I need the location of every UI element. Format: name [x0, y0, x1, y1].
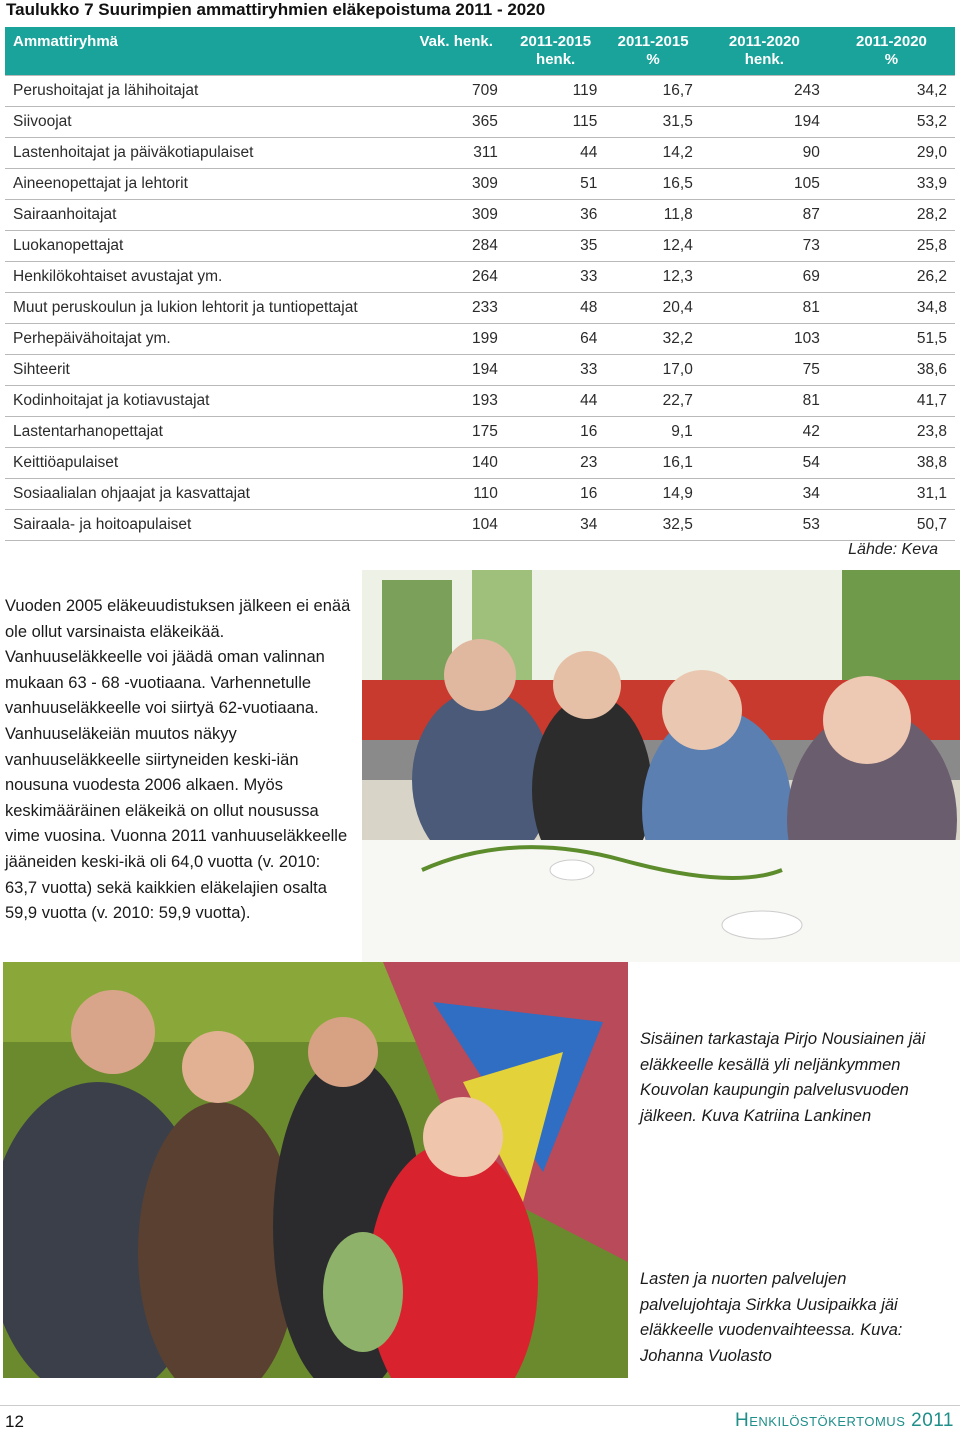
value-cell: 12,4: [662, 236, 693, 254]
value-cell: 48: [580, 298, 598, 316]
page-number: 12: [5, 1412, 24, 1431]
value-cell: 110: [473, 484, 498, 502]
value-cell: 709: [472, 81, 498, 99]
value-cell: 29,0: [916, 143, 947, 161]
running-title: Henkilöstökertomus 2011: [735, 1410, 954, 1431]
table-row: [5, 106, 955, 137]
value-cell: 53: [802, 515, 820, 533]
table-title: Taulukko 7 Suurimpien ammattiryhmien eläkepoistuma 2011 - 2020: [6, 0, 546, 19]
value-cell: 34,2: [916, 81, 947, 99]
occupation-cell: Siivoojat: [13, 112, 72, 130]
photo-retirement-party-table: [362, 570, 960, 962]
value-cell: 115: [572, 112, 598, 130]
occupation-cell: Keittiöapulaiset: [13, 453, 119, 471]
table-row: [5, 261, 955, 292]
value-cell: 199: [472, 329, 498, 347]
value-cell: 9,1: [671, 422, 693, 440]
footer-divider: [0, 1405, 960, 1406]
value-cell: 54: [802, 453, 820, 471]
value-cell: 73: [802, 236, 820, 254]
occupation-cell: Lastentarhanopettajat: [13, 422, 163, 440]
table-row: [5, 416, 955, 447]
value-cell: 51: [580, 174, 598, 192]
value-cell: 22,7: [662, 391, 693, 409]
occupation-cell: Kodinhoitajat ja kotiavustajat: [13, 391, 210, 409]
table-row: [5, 199, 955, 230]
occupation-cell: Lastenhoitajat ja päiväkotiapulaiset: [13, 143, 254, 161]
source-note: Lähde: Keva: [848, 541, 938, 558]
column-header: 2011-2020 henk.: [728, 33, 800, 68]
value-cell: 44: [580, 391, 598, 409]
table-row: [5, 230, 955, 261]
value-cell: 64: [580, 329, 598, 347]
value-cell: 33,9: [916, 174, 947, 192]
table-row: [5, 385, 955, 416]
column-header: 2011-2015 %: [617, 33, 689, 68]
occupation-cell: Sihteerit: [13, 360, 70, 378]
value-cell: 20,4: [662, 298, 693, 316]
column-header: 2011-2020 %: [855, 33, 927, 68]
value-cell: 284: [472, 236, 498, 254]
value-cell: 23,8: [916, 422, 947, 440]
value-cell: 34: [580, 515, 598, 533]
value-cell: 31,5: [662, 112, 693, 130]
value-cell: 16: [580, 422, 598, 440]
value-cell: 32,5: [662, 515, 693, 533]
value-cell: 53,2: [916, 112, 947, 130]
value-cell: 311: [473, 143, 498, 161]
value-cell: 38,6: [916, 360, 947, 378]
table-row: [5, 354, 955, 385]
occupation-cell: Henkilökohtaiset avustajat ym.: [13, 267, 223, 285]
value-cell: 233: [472, 298, 498, 316]
value-cell: 87: [802, 205, 820, 223]
occupation-cell: Sosiaalialan ohjaajat ja kasvattajat: [13, 484, 250, 502]
value-cell: 51,5: [916, 329, 947, 347]
photo-caption-1: Sisäinen tarkastaja Pirjo Nousiainen jäi eläkkeelle kesällä yli neljänkymmen Kouvolan kaupungin palvelusvuoden jälkeen. Kuva Katriina Lankinen: [640, 1030, 926, 1125]
photo-caption-2: Lasten ja nuorten palvelujen palvelujohtaja Sirkka Uusipaikka jäi eläkkeelle vuodenvaihteessa. Kuva: Johanna Vuolasto: [640, 1270, 903, 1365]
table-row: [5, 323, 955, 354]
value-cell: 28,2: [916, 205, 947, 223]
value-cell: 23: [580, 453, 598, 471]
value-cell: 16,7: [662, 81, 693, 99]
table-row: [5, 478, 955, 509]
table-row: [5, 292, 955, 323]
value-cell: 33: [580, 360, 598, 378]
value-cell: 365: [472, 112, 498, 130]
table-row: [5, 447, 955, 478]
value-cell: 38,8: [916, 453, 947, 471]
value-cell: 31,1: [916, 484, 947, 502]
value-cell: 42: [802, 422, 820, 440]
value-cell: 119: [572, 81, 598, 99]
occupation-cell: Luokanopettajat: [13, 236, 124, 254]
value-cell: 16: [580, 484, 598, 502]
value-cell: 90: [802, 143, 820, 161]
table-row: [5, 168, 955, 199]
value-cell: 50,7: [916, 515, 947, 533]
value-cell: 26,2: [916, 267, 947, 285]
column-header: 2011-2015 henk.: [520, 33, 592, 68]
value-cell: 140: [472, 453, 498, 471]
value-cell: 264: [472, 267, 498, 285]
value-cell: 81: [802, 298, 820, 316]
photo-retirement-ceremony: [3, 962, 628, 1378]
value-cell: 16,5: [662, 174, 693, 192]
value-cell: 194: [472, 360, 498, 378]
value-cell: 309: [472, 205, 498, 223]
value-cell: 75: [802, 360, 820, 378]
value-cell: 14,2: [662, 143, 693, 161]
occupation-cell: Muut peruskoulun ja lukion lehtorit ja tuntiopettajat: [13, 298, 358, 316]
occupation-cell: Aineenopettajat ja lehtorit: [13, 174, 188, 192]
value-cell: 34: [802, 484, 820, 502]
value-cell: 16,1: [662, 453, 693, 471]
value-cell: 44: [580, 143, 598, 161]
value-cell: 243: [794, 81, 820, 99]
value-cell: 12,3: [662, 267, 693, 285]
value-cell: 32,2: [662, 329, 693, 347]
value-cell: 103: [794, 329, 820, 347]
table-row: [5, 75, 955, 106]
value-cell: 309: [472, 174, 498, 192]
occupation-cell: Sairaala- ja hoitoapulaiset: [13, 515, 192, 533]
value-cell: 105: [794, 174, 820, 192]
table-header-row: [5, 27, 955, 75]
value-cell: 175: [472, 422, 498, 440]
value-cell: 34,8: [916, 298, 947, 316]
value-cell: 81: [802, 391, 820, 409]
occupation-cell: Sairaanhoitajat: [13, 205, 117, 223]
value-cell: 14,9: [662, 484, 693, 502]
value-cell: 35: [580, 236, 598, 254]
column-header: Vak. henk.: [419, 33, 493, 50]
value-cell: 41,7: [916, 391, 947, 409]
occupation-cell: Perhepäivähoitajat ym.: [13, 329, 171, 347]
body-paragraph: Vuoden 2005 eläkeuudistuksen jälkeen ei enää ole ollut varsinaista eläkeikää. Vanhuuseläkkeelle voi jäädä oman valinnan mukaan 63 - 68 -vuotiaana. Varhennetulle vanhuuseläkkeelle voi siirtyä 62-vuotiaana. Vanhuuseläkeiän muutos näkyy vanhuuseläkkeelle siirtyneiden keski-iän nousuna vuodesta 2006 alkaen. Myös keskimääräinen eläkeikä on ollut nousussa vime vuosina. Vuonna 2011 vanhuuseläkkeelle jääneiden keski-ikä oli 64,0 vuotta (v. 2010: 63,7 vuotta) sekä kaikkien eläkelajien osalta 59,9 vuotta (v. 2010: 59,9 vuotta).: [5, 597, 351, 923]
value-cell: 193: [472, 391, 498, 409]
value-cell: 11,8: [663, 205, 693, 223]
value-cell: 33: [580, 267, 598, 285]
table-row: [5, 137, 955, 168]
column-header: Ammattiryhmä: [13, 33, 119, 50]
table-row: [5, 509, 955, 540]
occupation-cell: Perushoitajat ja lähihoitajat: [13, 81, 199, 99]
value-cell: 104: [472, 515, 498, 533]
value-cell: 25,8: [916, 236, 947, 254]
value-cell: 69: [802, 267, 820, 285]
value-cell: 17,0: [662, 360, 693, 378]
value-cell: 194: [794, 112, 820, 130]
value-cell: 36: [580, 205, 598, 223]
retirement-table: [5, 27, 955, 541]
